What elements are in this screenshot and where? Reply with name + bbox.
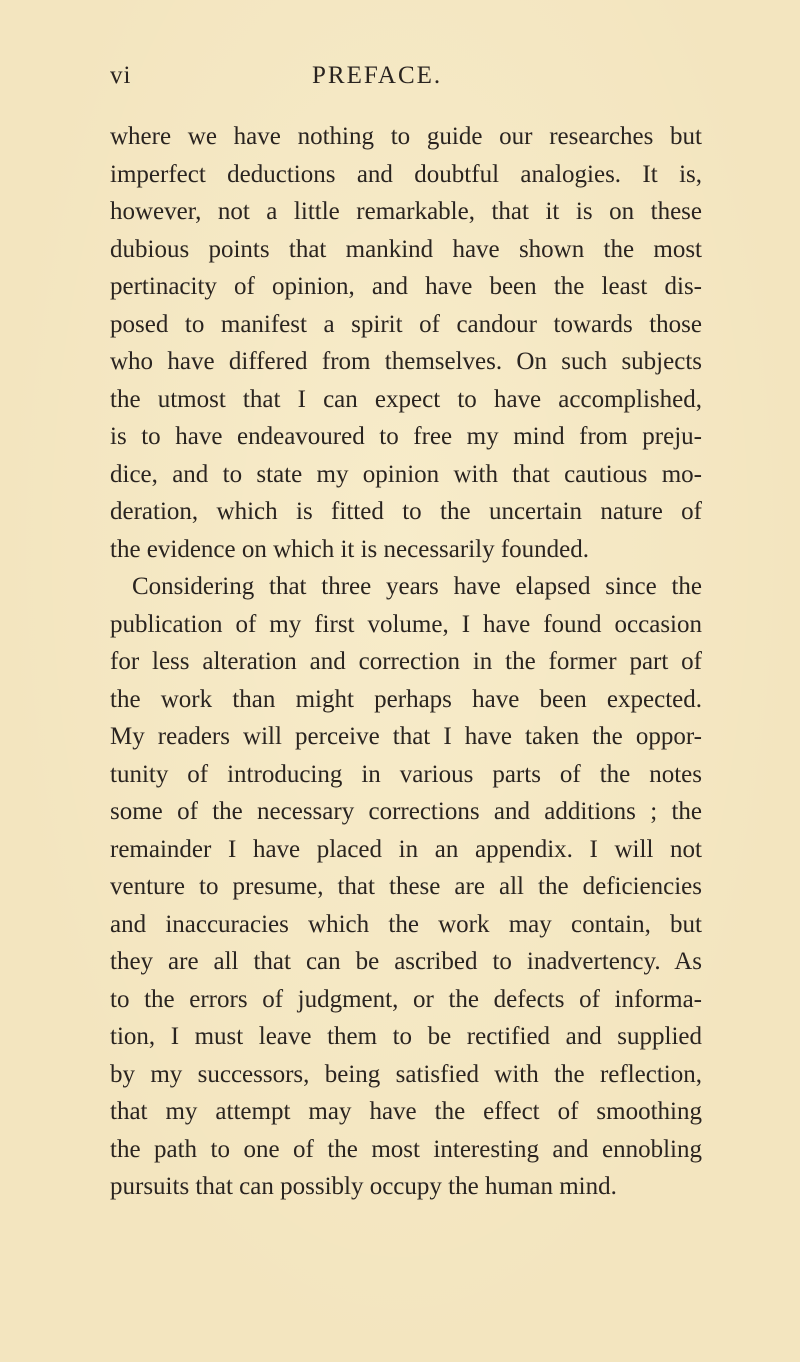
text-line: and inaccuracies which the work may contain, but (110, 910, 702, 938)
text-line: for less alteration and correction in the former part of (110, 648, 702, 675)
text-line: posed to manifest a spirit of candour towards those (110, 310, 702, 338)
text-line: to the errors of judgment, or the defects of informa- (110, 985, 702, 1013)
text-line: the evidence on which it is necessarily founded. (110, 535, 590, 563)
text-line: My readers will perceive that I have taken the oppor- (110, 723, 702, 750)
text-line: pursuits that can possibly occupy the human mind. (110, 1173, 617, 1200)
text-line: dice, and to state my opinion with that cautious mo- (110, 460, 702, 488)
text-line: tion, I must leave them to be rectified and supplied (110, 1023, 702, 1050)
text-line: however, not a little remarkable, that it is on these (110, 198, 702, 225)
text-line: Considering that three years have elapsed since the (132, 573, 702, 600)
text-line: imperfect deductions and doubtful analogies. It is, (110, 160, 702, 188)
text-line: the path to one of the most interesting and ennobling (110, 1135, 702, 1163)
text-line: remainder I have placed in an appendix. I will not (110, 835, 702, 863)
text-line: pertinacity of opinion, and have been the least dis- (110, 273, 702, 300)
page-number: vi (110, 62, 132, 89)
running-head (110, 62, 670, 102)
text-line: where we have nothing to guide our researches but (110, 123, 702, 150)
text-line: by my successors, being satisfied with the reflection, (110, 1060, 702, 1088)
body-text (110, 118, 702, 1206)
text-line: who have differed from themselves. On such subjects (110, 348, 702, 375)
text-line: the work than might perhaps have been expected. (110, 685, 702, 713)
text-line: the utmost that I can expect to have accomplished, (110, 385, 702, 413)
text-line: is to have endeavoured to free my mind from preju- (110, 423, 702, 450)
text-line: tunity of introducing in various parts of the notes (110, 760, 702, 788)
text-line: they are all that can be ascribed to inadvertency. As (110, 948, 702, 975)
text-line: some of the necessary corrections and additions ; the (110, 798, 702, 825)
text-line: that my attempt may have the effect of smoothing (110, 1098, 702, 1125)
text-line: venture to presume, that these are all the deficiencies (110, 873, 702, 900)
section-title: PREFACE. (312, 62, 443, 89)
text-line: dubious points that mankind have shown the most (110, 235, 702, 263)
text-line: deration, which is fitted to the uncertain nature of (110, 498, 702, 525)
text-line: publication of my first volume, I have found occasion (110, 610, 702, 638)
